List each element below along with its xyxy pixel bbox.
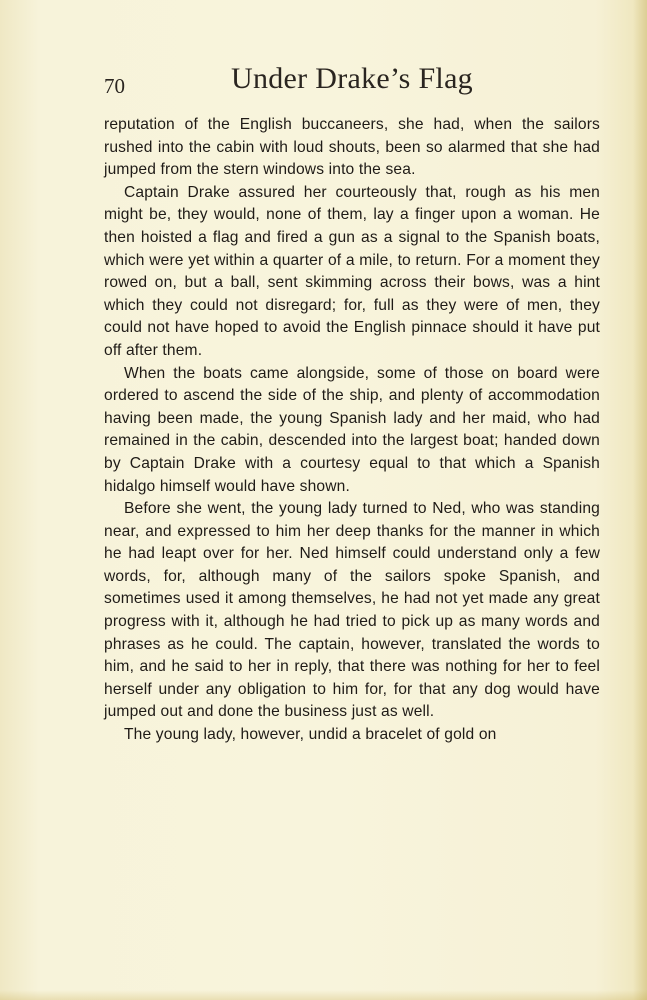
paragraph: Before she went, the young lady turned to Ned, who was standing near, and expressed to him her deep thanks for the manner in which he had leapt over for her. Ned himself could understand only a few words, for, although many of the sailors spoke Spanish, and sometimes used it among themselves, he had not yet made any great progress with it, although he had tried to pick up as many words and phrases as he could. The captain, however, translated the words to him, and he said to her in reply, that there was nothing for her to feel herself under any obligation to him for, for that any dog would have jumped out and done the business just as well. — [104, 500, 600, 721]
page-edge-shadow — [633, 0, 647, 1000]
paragraph: When the boats came alongside, some of those on board were ordered to ascend the side of the ship, and plenty of accommodation having been made, the young Spanish lady and her maid, who had remained in the cabin, descended into the largest boat; handed down by Captain Drake with a courtesy equal to that which a Spanish hidalgo himself would have shown. — [104, 364, 600, 495]
page-bottom-edge — [0, 990, 647, 1000]
page-number: 70 — [104, 74, 125, 98]
running-head — [104, 62, 600, 102]
paragraph-continued: reputation of the English buccaneers, she had, when the sailors rushed into the cabin with loud shouts, been so alarmed that she had jumped from the stern windows into the sea. — [104, 116, 600, 179]
paragraph: Captain Drake assured her courteously that, rough as his men might be, they would, none of them, lay a finger upon a woman. He then hoisted a flag and fired a gun as a signal to the Spanish boats, which were yet within a quarter of a mile, to return. For a moment they rowed on, but a ball, sent skimming across their bows, was a hint which they could not disregard; for, full as they were of men, they could not have hoped to avoid the English pinnace should it have put off after them. — [104, 183, 600, 359]
paragraph: The young lady, however, undid a bracelet of gold on — [124, 726, 497, 744]
body-text — [104, 114, 600, 747]
running-title: Under Drake’s Flag — [230, 62, 473, 95]
